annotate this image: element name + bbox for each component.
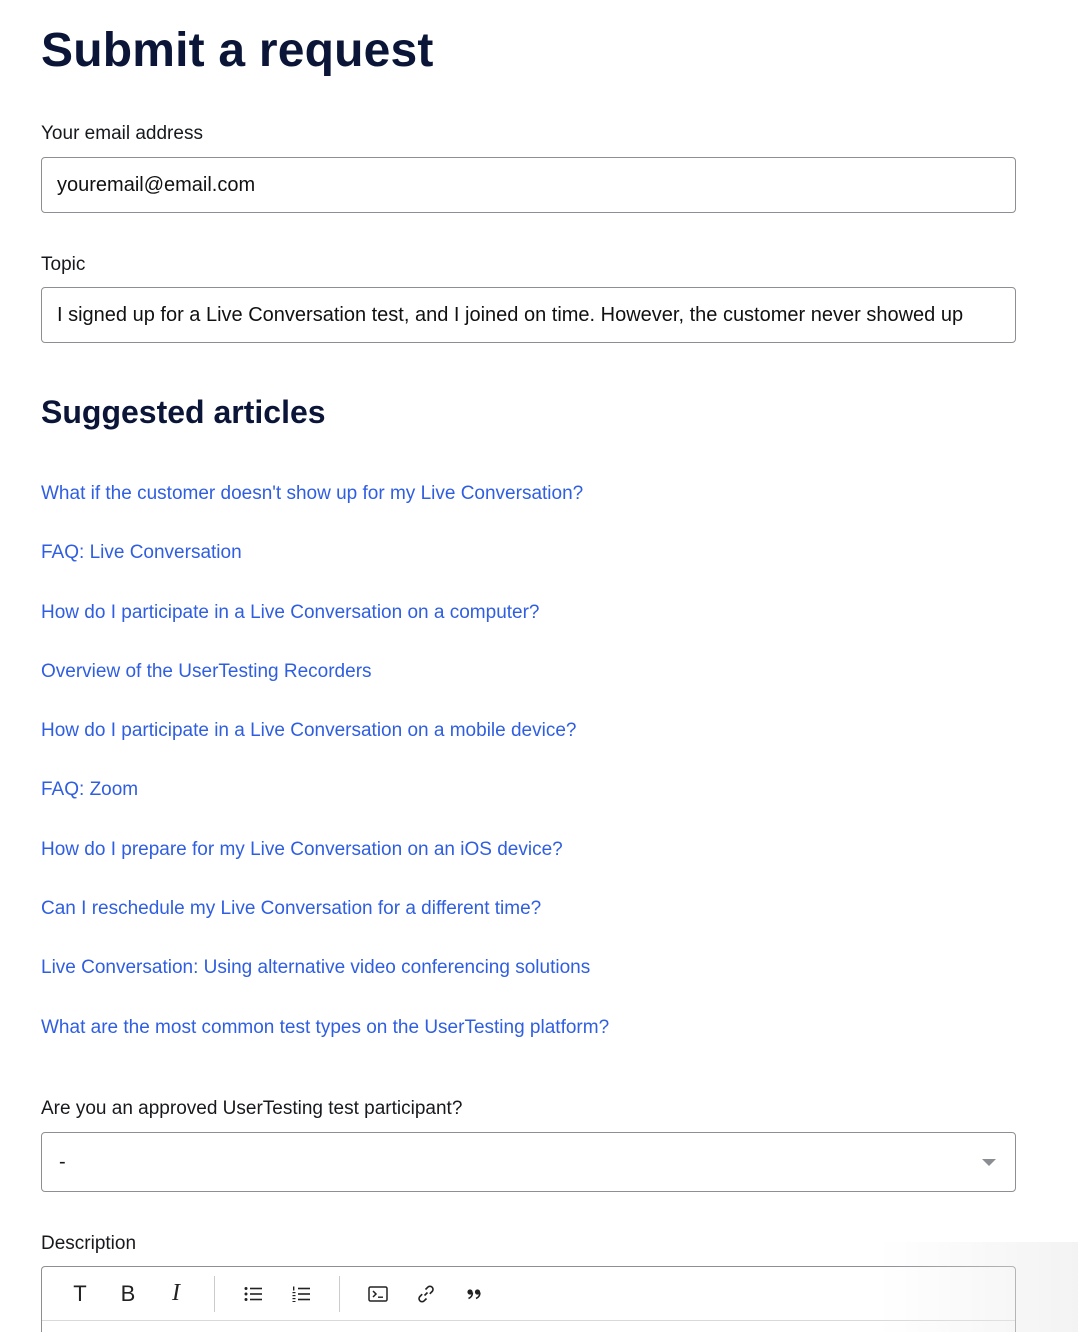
topic-field[interactable] [41,287,1016,343]
participant-label: Are you an approved UserTesting test participant? [41,1098,463,1119]
email-value: youremail@email.com [57,173,256,196]
italic-button[interactable] [152,1274,200,1314]
link-icon [416,1284,436,1304]
numbered-list-button[interactable] [277,1274,325,1314]
participant-selected-value: - [59,1150,66,1173]
article-link[interactable]: Can I reschedule my Live Conversation for a different time? [41,898,542,920]
description-label: Description [41,1233,137,1254]
list-item [41,717,609,776]
numbered-list-icon [292,1286,310,1302]
article-link[interactable]: How do I participate in a Live Conversation on a computer? [41,601,540,623]
article-link[interactable]: How do I prepare for my Live Conversation on an iOS device? [41,838,563,860]
page-title: Submit a request [41,24,434,77]
list-item [41,954,609,1013]
article-link[interactable]: How do I participate in a Live Conversation on a mobile device? [41,720,577,742]
list-item [41,1014,609,1073]
toolbar-divider [214,1276,215,1312]
bold-button[interactable] [104,1274,152,1314]
article-link[interactable]: FAQ: Live Conversation [41,542,242,564]
text-format-button[interactable] [56,1274,104,1314]
topic-value: I signed up for a Live Conversation test, and I joined on time. However, the customer never showed up [57,303,964,326]
list-item [41,895,609,954]
list-item [41,776,609,835]
article-link[interactable]: Live Conversation: Using alternative video conferencing solutions [41,957,591,979]
suggested-articles-list [41,480,609,1073]
quote-button[interactable] [450,1274,498,1314]
participant-select[interactable] [41,1132,1016,1192]
editor-toolbar [42,1267,1015,1321]
quote-icon [466,1287,482,1301]
chevron-down-icon [982,1159,996,1166]
list-item [41,599,609,658]
suggested-articles-title: Suggested articles [41,394,326,430]
list-item [41,480,609,539]
description-editor[interactable] [41,1266,1016,1332]
topic-label: Topic [41,254,86,275]
code-block-icon [368,1286,388,1302]
email-field[interactable] [41,157,1016,213]
list-item [41,539,609,598]
article-link[interactable]: FAQ: Zoom [41,779,139,801]
bulleted-list-icon [244,1286,262,1302]
italic-icon: I [172,1280,180,1306]
link-button[interactable] [402,1274,450,1314]
toolbar-divider [339,1276,340,1312]
article-link[interactable]: What if the customer doesn't show up for my Live Conversation? [41,483,584,504]
email-label: Your email address [41,123,203,144]
article-link[interactable]: Overview of the UserTesting Recorders [41,660,372,682]
bold-icon: B [120,1280,136,1306]
list-item [41,658,609,717]
list-item [41,836,609,895]
text-format-icon: T [73,1280,87,1306]
article-link[interactable]: What are the most common test types on the UserTesting platform? [41,1016,610,1038]
bulleted-list-button[interactable] [229,1274,277,1314]
code-block-button[interactable] [354,1274,402,1314]
